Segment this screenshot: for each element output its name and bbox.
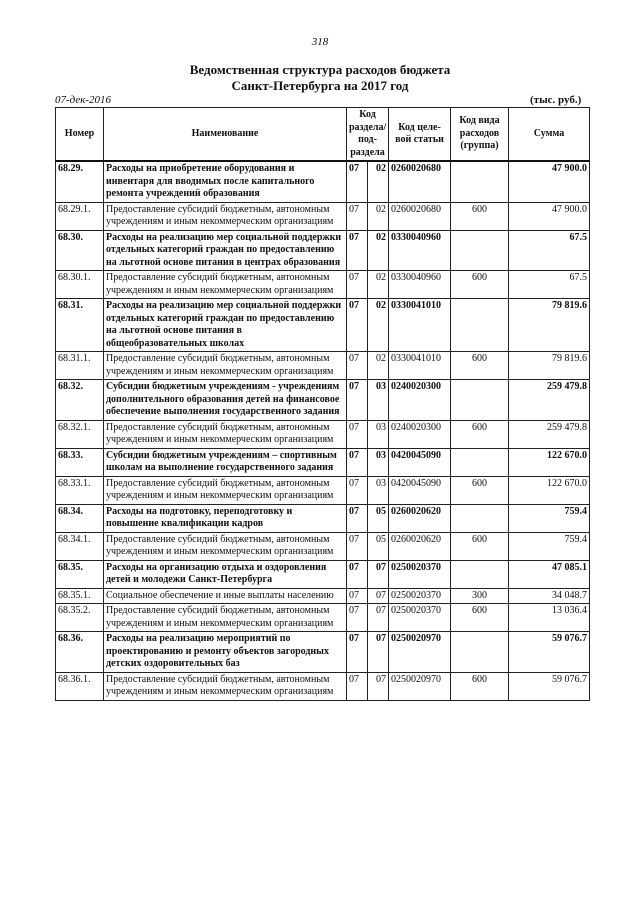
row-number: 68.31. [56,299,104,352]
table-row [56,588,590,604]
row-name: Предоставление субсидий бюджетным, автономным учреждениям и иным некоммерческим организациям [104,202,347,230]
row-amount: 79 819.6 [509,352,590,380]
row-name: Расходы на реализацию мероприятий по проектированию и ремонту объектов загородных детских оздоровительных баз [104,632,347,673]
row-expense-type [451,161,509,202]
row-expense-type: 600 [451,476,509,504]
row-article: 0260020680 [389,161,451,202]
header-name: Наименование [104,108,347,162]
row-name: Предоставление субсидий бюджетным, автономным учреждениям и иным некоммерческим организациям [104,352,347,380]
row-subsection: 07 [368,632,389,673]
row-article: 0250020970 [389,672,451,700]
row-number: 68.36. [56,632,104,673]
row-number: 68.32.1. [56,420,104,448]
row-name: Субсидии бюджетным учреждениям - учреждениям дополнительного образования детей на финансовое обеспечение выполнения государственного задания [104,380,347,421]
row-subsection: 03 [368,448,389,476]
row-expense-type: 600 [451,420,509,448]
row-expense-type [451,504,509,532]
row-subsection: 02 [368,271,389,299]
row-section: 07 [347,299,368,352]
row-section: 07 [347,560,368,588]
table-row [56,352,590,380]
row-amount: 47 085.1 [509,560,590,588]
row-article: 0330040960 [389,230,451,271]
table-row [56,604,590,632]
row-amount: 59 076.7 [509,672,590,700]
row-number: 68.35.1. [56,588,104,604]
row-name: Предоставление субсидий бюджетным, автономным учреждениям и иным некоммерческим организациям [104,672,347,700]
row-expense-type [451,448,509,476]
row-expense-type: 600 [451,271,509,299]
table-row [56,299,590,352]
row-name: Субсидии бюджетным учреждениям – спортивным школам на выполнение государственного задания [104,448,347,476]
table-row [56,420,590,448]
row-amount: 759.4 [509,504,590,532]
title-line-1: Ведомственная структура расходов бюджета [189,62,451,77]
row-amount: 122 670.0 [509,448,590,476]
row-number: 68.29.1. [56,202,104,230]
row-expense-type: 300 [451,588,509,604]
row-name: Предоставление субсидий бюджетным, автономным учреждениям и иным некоммерческим организациям [104,271,347,299]
row-amount: 59 076.7 [509,632,590,673]
row-article: 0330041010 [389,352,451,380]
row-section: 07 [347,352,368,380]
row-expense-type: 600 [451,672,509,700]
row-section: 07 [347,672,368,700]
row-subsection: 03 [368,476,389,504]
table-row [56,476,590,504]
table-row [56,560,590,588]
header-expense-type: Код вида расходов (группа) [451,108,509,162]
row-name: Расходы на реализацию мер социальной поддержки отдельных категорий граждан по предоставлению на льготной основе питания в центрах образования [104,230,347,271]
row-section: 07 [347,202,368,230]
row-name: Расходы на подготовку, переподготовку и повышение квалификации кадров [104,504,347,532]
row-amount: 67.5 [509,230,590,271]
row-amount: 759.4 [509,532,590,560]
row-amount: 47 900.0 [509,161,590,202]
row-subsection: 02 [368,299,389,352]
table-row [56,504,590,532]
row-section: 07 [347,504,368,532]
row-article: 0250020370 [389,560,451,588]
row-subsection: 02 [368,161,389,202]
table-row [56,448,590,476]
row-name: Социальное обеспечение и иные выплаты населению [104,588,347,604]
row-number: 68.31.1. [56,352,104,380]
table-row [56,380,590,421]
row-article: 0240020300 [389,420,451,448]
row-name: Расходы на реализацию мер социальной поддержки отдельных категорий граждан по предоставлению на льготной основе питания в общеобразовательных школах [104,299,347,352]
table-row [56,271,590,299]
row-number: 68.34. [56,504,104,532]
row-number: 68.29. [56,161,104,202]
row-subsection: 07 [368,560,389,588]
row-section: 07 [347,476,368,504]
header-number: Номер [56,108,104,162]
header-section: Код раздела/ под- раздела [347,108,389,162]
row-section: 07 [347,632,368,673]
table-row [56,632,590,673]
document-title [0,62,640,94]
row-article: 0420045090 [389,448,451,476]
table-row [56,672,590,700]
row-amount: 259 479.8 [509,380,590,421]
row-section: 07 [347,448,368,476]
row-section: 07 [347,230,368,271]
row-subsection: 07 [368,604,389,632]
row-article: 0250020370 [389,588,451,604]
row-number: 68.35. [56,560,104,588]
row-expense-type [451,380,509,421]
row-article: 0330040960 [389,271,451,299]
row-amount: 47 900.0 [509,202,590,230]
header-article: Код целе- вой статьи [389,108,451,162]
row-subsection: 02 [368,230,389,271]
row-number: 68.33. [56,448,104,476]
budget-table [55,107,590,701]
row-expense-type: 600 [451,532,509,560]
row-subsection: 05 [368,504,389,532]
row-article: 0260020620 [389,532,451,560]
row-article: 0260020620 [389,504,451,532]
row-expense-type [451,632,509,673]
row-section: 07 [347,380,368,421]
row-number: 68.30.1. [56,271,104,299]
row-number: 68.30. [56,230,104,271]
row-subsection: 03 [368,420,389,448]
table-row [56,532,590,560]
row-number: 68.35.2. [56,604,104,632]
row-name: Предоставление субсидий бюджетным, автономным учреждениям и иным некоммерческим организациям [104,604,347,632]
row-name: Предоставление субсидий бюджетным, автономным учреждениям и иным некоммерческим организациям [104,476,347,504]
row-article: 0330041010 [389,299,451,352]
row-number: 68.32. [56,380,104,421]
row-subsection: 02 [368,202,389,230]
row-subsection: 03 [368,380,389,421]
row-number: 68.34.1. [56,532,104,560]
row-expense-type: 600 [451,604,509,632]
row-subsection: 07 [368,672,389,700]
row-article: 0250020370 [389,604,451,632]
row-subsection: 07 [368,588,389,604]
row-section: 07 [347,271,368,299]
row-expense-type: 600 [451,352,509,380]
table-row [56,161,590,202]
row-amount: 122 670.0 [509,476,590,504]
row-number: 68.33.1. [56,476,104,504]
row-article: 0250020970 [389,632,451,673]
document-date: 07-дек-2016 [55,94,112,106]
table-header-row [56,108,590,162]
row-expense-type [451,299,509,352]
row-amount: 13 036.4 [509,604,590,632]
table-row [56,230,590,271]
row-expense-type [451,230,509,271]
row-section: 07 [347,604,368,632]
row-name: Предоставление субсидий бюджетным, автономным учреждениям и иным некоммерческим организациям [104,532,347,560]
table-row [56,202,590,230]
row-section: 07 [347,420,368,448]
row-expense-type [451,560,509,588]
row-subsection: 02 [368,352,389,380]
row-expense-type: 600 [451,202,509,230]
header-amount: Сумма [509,108,590,162]
row-number: 68.36.1. [56,672,104,700]
row-name: Расходы на организацию отдыха и оздоровления детей и молодежи Санкт-Петербурга [104,560,347,588]
row-section: 07 [347,588,368,604]
row-name: Расходы на приобретение оборудования и инвентаря для вводимых после капитального ремонта учреждений образования [104,161,347,202]
row-subsection: 05 [368,532,389,560]
row-article: 0420045090 [389,476,451,504]
row-article: 0240020300 [389,380,451,421]
row-name: Предоставление субсидий бюджетным, автономным учреждениям и иным некоммерческим организациям [104,420,347,448]
units-label: (тыс. руб.) [530,94,582,106]
row-article: 0260020680 [389,202,451,230]
row-amount: 34 048.7 [509,588,590,604]
row-amount: 79 819.6 [509,299,590,352]
row-section: 07 [347,161,368,202]
row-amount: 259 479.8 [509,420,590,448]
page-number: 318 [311,36,329,48]
row-amount: 67.5 [509,271,590,299]
title-line-2: Санкт-Петербурга на 2017 год [231,78,409,93]
row-section: 07 [347,532,368,560]
